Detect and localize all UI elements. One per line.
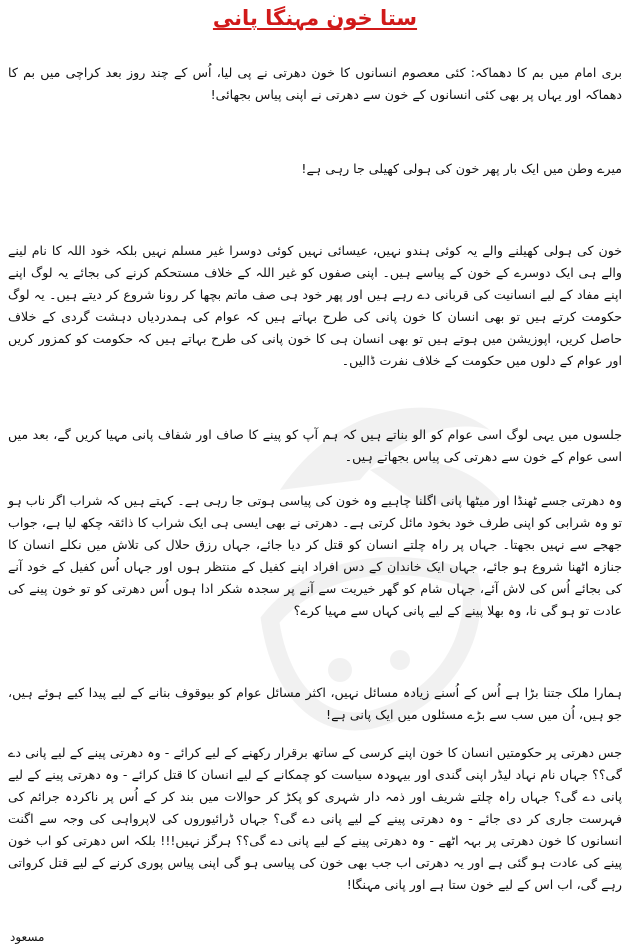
paragraph-4: جلسوں میں یہی لوگ اسی عوام کو الو بناتے ہیں کہ ہم آپ کو پینے کا صاف اور شفاف پانی مہیا کریں گے، بعد میں اسی عوام کے خون سے دھرتی کی پیاس بجھاتے ہیں۔ bbox=[8, 427, 622, 464]
paragraph-5: وہ دھرتی جسے ٹھنڈا اور میٹھا پانی اگلنا چاہیے وہ خون کی پیاسی ہوتی جا رہی ہے۔ کہتے ہیں کہ شراب اگر ناب ہو تو وہ شرابی کو اپنی طرف خود بخود مائل کرتی ہے۔ دھرتی نے بھی ایسی ہی ایک شراب کا ذائقہ چکھ لیا ہے، جواب جھجے سے نہیں بجھتا۔ جہاں پر راہ چلتے انسان کو قتل کر دیا جائے، جہاں رزق حلال کی تلاش میں نکلے انسان کا جنازہ اٹھنا شروع ہو جائے، جہاں ایک خاندان کے دس افراد اپنے کفیل کے منتظر ہوں اور جہاں اُس کفیل کے خود آنے کی بجائے اُس کی لاش آئے، جہاں شام کو گھر خیریت سے آنے پر سجدہ شکر ادا ہوں اُس دھرتی کو تو خون پینے کی عادت تو ہو گی نا، وہ بھلا پینے کے لیے پانی کہاں سے مہیا کرے؟ bbox=[8, 493, 622, 618]
paragraph-1: بری امام میں بم کا دھماکہ: کئی معصوم انسانوں کا خون دھرتی نے پی لیا، اُس کے چند روز بعد کراچی میں بم کا دھماکہ اور یہاں پر بھی کئی انسانوں کے خون سے دھرتی نے اپنی پیاس بجھائی! bbox=[8, 65, 622, 102]
paragraph-6: ہمارا ملک جتنا بڑا ہے اُس کے اُسنے زیادہ مسائل نہیں، اکثر مسائل عوام کو بیوقوف بنانے کے لیے پیدا کیے ہوئے ہیں، جو ہیں، اُن میں سب سے بڑے مسئلوں میں ایک پانی ہے! bbox=[8, 685, 622, 722]
paragraph-3: خون کی ہولی کھیلنے والے یہ کوئی ہندو نہیں، عیسائی نہیں کوئی دوسرا غیر مسلم نہیں بلکہ خود اللہ کا نام لینے والے ہی ایک دوسرے کے خون کے پیاسے ہیں۔ اپنی صفوں کو غیر اللہ کے خلاف مستحکم کرنے کی بجائے یہ لوگ اپنے اپنے مفاد کے لیے انسانیت کی قربانی دے رہے ہیں اور پھر خود ہی صف ماتم بچھا کر رونا شروع کر دیتے ہیں۔ یہ لوگ حکومت کرتے ہیں تو بھی انسان کا خون پانی کی طرح بہاتے ہیں کہ عوام کی ہمدردیاں دہشت گردی کے خلاف حاصل کریں، اپوزیشن میں ہوتے ہیں تو بھی انسان ہی کا خون پانی کی طرح بہاتے ہیں کہ حکومت کو کمزور کریں اور عوام کے دلوں میں حکومت کے خلاف نفرت ڈالیں۔ bbox=[8, 243, 622, 368]
paragraph-7: جس دھرتی پر حکومتیں انسان کا خون اپنے کرسی کے ساتھ برقرار رکھنے کے لیے کرائے - وہ دھرتی پینے کے لیے پانی دے گی؟؟ جہاں نام نہاد لیڈر اپنی گندی اور بیہودہ سیاست کو چمکانے کے لیے انسان کا قتل کرائے - وہ دھرتی پینے کے لیے پانی دے گی؟ جہاں راہ چلتے شریف اور ذمہ دار شہری کو پکڑ کر حوالات میں بند کر کے اُس پر ناکردہ جرائم کی فہرست جاری کر دی جائے - وہ دھرتی پینے کے لیے پانی دے گی؟ جہاں ڈرائیوروں کی لاپرواہی کی وجہ سے اگنت انسانوں کا خون دھرتی پر بہہ اٹھے - وہ دھرتی پینے کے لیے پانی دے گی؟؟ ہرگز نہیں!!! بلکہ اس دھرتی کو اب خون پینے کی عادت ہو گئی ہے اور یہ دھرتی اب جب بھی خون کی پیاسی ہو گی اپنی پیاس پوری کرنے کے لیے قتل کرواتی رہے گی، اب اس کے لیے خون ستا ہے اور پانی مہنگا! bbox=[8, 745, 622, 892]
paragraph-2: میرے وطن میں ایک بار پھر خون کی ہولی کھیلی جا رہی ہے! bbox=[301, 161, 622, 176]
article-title: ستا خون مہنگا پانی bbox=[212, 6, 418, 30]
author-signature: مسعود bbox=[10, 930, 45, 944]
